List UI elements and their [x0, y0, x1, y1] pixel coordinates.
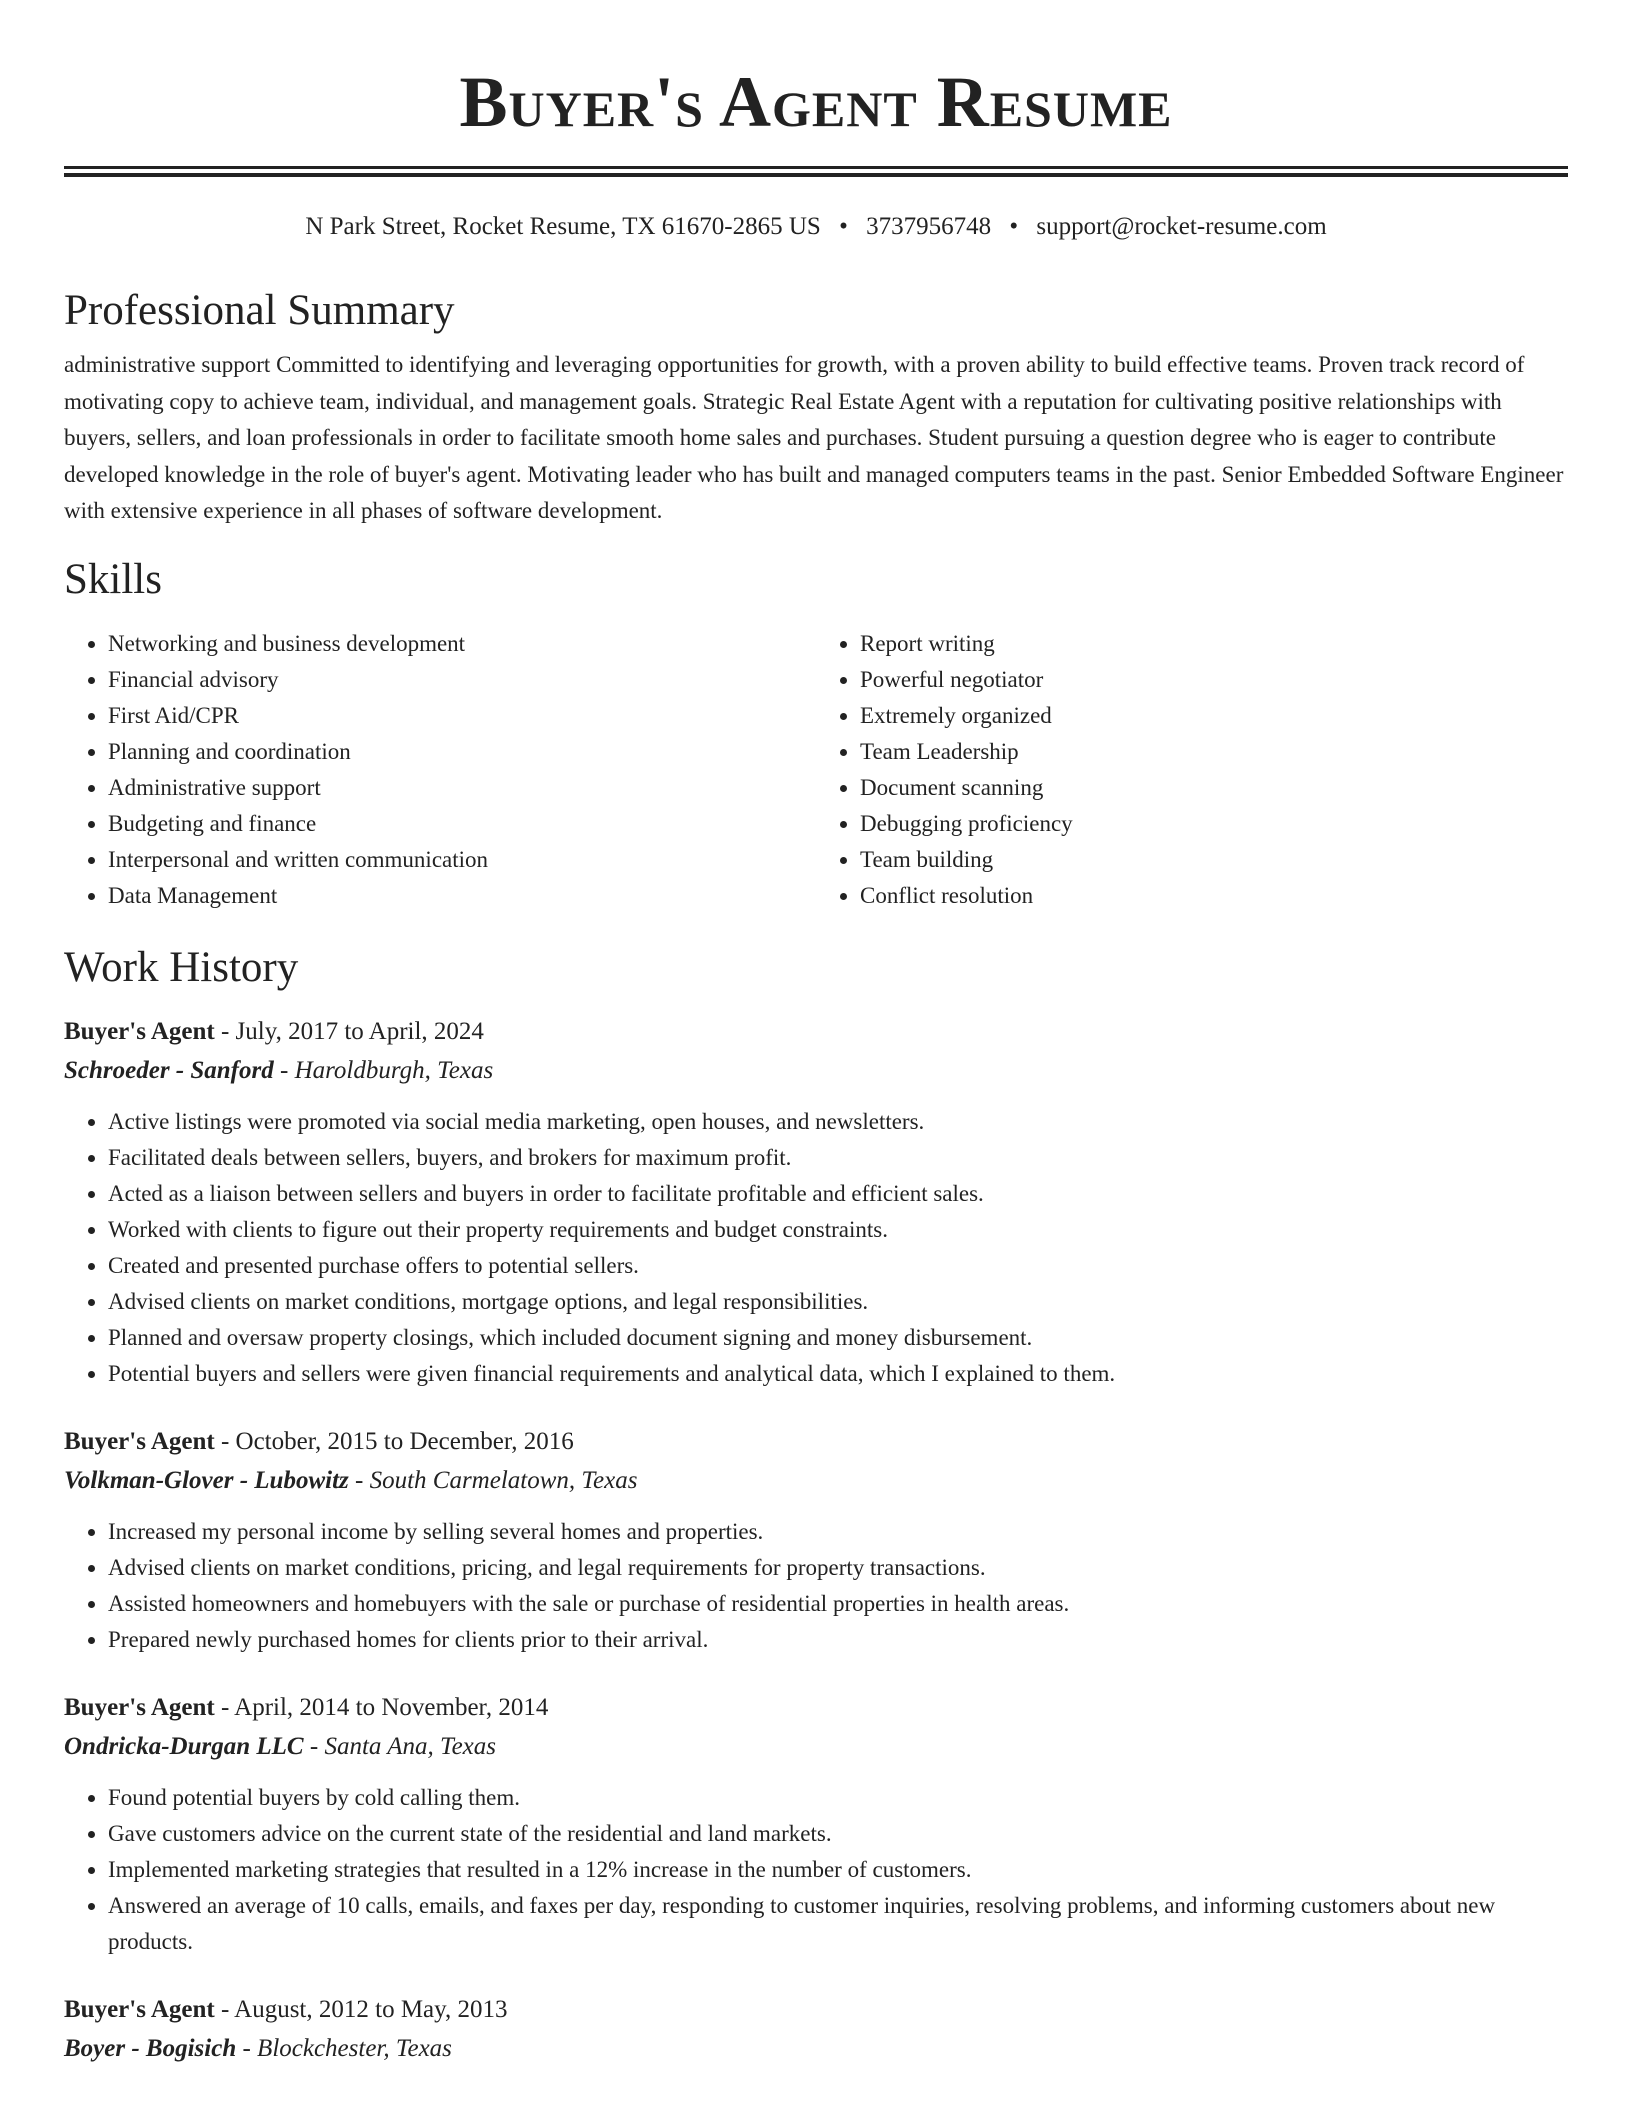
skill-item: • Data Management — [108, 878, 816, 914]
job-bullet: • Found potential buyers by cold calling them. — [108, 1780, 1568, 1816]
skill-item: • Document scanning — [860, 770, 1568, 806]
company-name: Schroeder - Sanford — [64, 1056, 274, 1084]
skills-list-right — [816, 626, 1568, 914]
job-bullet: • Answered an average of 10 calls, emails, and faxes per day, responding to customer inquiries, resolving problems, and informing customers about new products. — [108, 1888, 1568, 1960]
skill-item: • Team Leadership — [860, 734, 1568, 770]
skill-item: • Interpersonal and written communication — [108, 842, 816, 878]
skill-item: • Debugging proficiency — [860, 806, 1568, 842]
job-bullet: • Potential buyers and sellers were given financial requirements and analytical data, which I explained to them. — [108, 1356, 1568, 1392]
skill-item: • Conflict resolution — [860, 878, 1568, 914]
job-bullet: • Increased my personal income by selling several homes and properties. — [108, 1514, 1568, 1550]
job-bullets — [64, 1104, 1568, 1392]
job-bullet: • Created and presented purchase offers to potential sellers. — [108, 1248, 1568, 1284]
company-name: Boyer - Bogisich — [64, 2034, 237, 2062]
summary-text: administrative support Committed to identifying and leveraging opportunities for growth, with a proven ability to build effective teams. Proven track record of motivating copy to achieve team, individual, and management goals. Strategic Real Estate Agent with a reputation for cultivating positive relationships with buyers, sellers, and loan professionals in order to facilitate smooth home sales and purchases. Student pursuing a question degree who is eager to contribute developed knowledge in the role of buyer's agent. Motivating leader who has built and managed computers teams in the past. Senior Embedded Software Engineer with extensive experience in all phases of software development. — [64, 352, 1564, 523]
job-bullet: • Worked with clients to figure out their property requirements and budget constraints. — [108, 1212, 1568, 1248]
job-entry — [64, 1688, 1568, 1960]
job-bullet: • Acted as a liaison between sellers and buyers in order to facilitate profitable and efficient sales. — [108, 1176, 1568, 1212]
job-title-line — [64, 1688, 1568, 1727]
work-history-heading: Work History — [64, 943, 299, 991]
job-entry — [64, 1012, 1568, 1392]
summary-heading: Professional Summary — [64, 287, 455, 334]
job-bullets — [64, 1514, 1568, 1658]
job-entry — [64, 1990, 1568, 2068]
skill-item: • Administrative support — [108, 770, 816, 806]
job-bullet: • Prepared newly purchased homes for clients prior to their arrival. — [108, 1622, 1568, 1658]
skill-item: • Financial advisory — [108, 662, 816, 698]
skill-item: • Team building — [860, 842, 1568, 878]
skills-list-left — [64, 626, 816, 914]
resume-title: Buyer's Agent Resume — [459, 62, 1173, 142]
contact-email: support@rocket-resume.com — [1036, 213, 1327, 240]
job-bullet: • Advised clients on market conditions, mortgage options, and legal responsibilities. — [108, 1284, 1568, 1320]
job-bullet: • Facilitated deals between sellers, buyers, and brokers for maximum profit. — [108, 1140, 1568, 1176]
job-title-line — [64, 1990, 1568, 2029]
job-bullet: • Implemented marketing strategies that resulted in a 12% increase in the number of customers. — [108, 1852, 1568, 1888]
job-bullet: • Gave customers advice on the current state of the residential and land markets. — [108, 1816, 1568, 1852]
skill-item: • Powerful negotiator — [860, 662, 1568, 698]
job-title: Buyer's Agent — [64, 1693, 215, 1721]
company-name: Volkman-Glover - Lubowitz — [64, 1466, 349, 1494]
job-location: - Haroldburgh, Texas — [273, 1056, 494, 1084]
skill-item: • Budgeting and finance — [108, 806, 816, 842]
job-dates: - April, 2014 to November, 2014 — [214, 1693, 549, 1721]
job-dates: - July, 2017 to April, 2024 — [214, 1017, 484, 1045]
company-line — [64, 1727, 1568, 1766]
job-location: - Santa Ana, Texas — [303, 1732, 496, 1760]
job-title: Buyer's Agent — [64, 1017, 215, 1045]
bullet-separator: • — [1009, 213, 1019, 240]
job-title: Buyer's Agent — [64, 1995, 215, 2023]
job-bullets — [64, 1780, 1568, 1960]
job-entry — [64, 1422, 1568, 1658]
contact-address: N Park Street, Rocket Resume, TX 61670-2865 US — [305, 213, 821, 240]
company-line — [64, 1461, 1568, 1500]
skill-item: • Networking and business development — [108, 626, 816, 662]
company-line — [64, 2029, 1568, 2068]
company-line — [64, 1051, 1568, 1090]
skill-item: • Planning and coordination — [108, 734, 816, 770]
skill-item: • Extremely organized — [860, 698, 1568, 734]
contact-line — [64, 211, 1568, 243]
company-name: Ondricka-Durgan LLC — [64, 1732, 304, 1760]
job-title: Buyer's Agent — [64, 1427, 215, 1455]
bullet-separator: • — [839, 213, 848, 240]
job-bullet: • Planned and oversaw property closings, which included document signing and money disbursement. — [108, 1320, 1568, 1356]
job-dates: - October, 2015 to December, 2016 — [214, 1427, 574, 1455]
job-location: - South Carmelatown, Texas — [348, 1466, 638, 1494]
title-double-rule — [64, 166, 1568, 177]
job-title-line — [64, 1012, 1568, 1051]
job-bullet: • Active listings were promoted via social media marketing, open houses, and newsletters. — [108, 1104, 1568, 1140]
job-bullet: • Assisted homeowners and homebuyers with the sale or purchase of residential properties in health areas. — [108, 1586, 1568, 1622]
job-location: - Blockchester, Texas — [236, 2034, 452, 2062]
skills-heading: Skills — [64, 555, 162, 603]
skills-columns — [64, 626, 1568, 914]
job-dates: - August, 2012 to May, 2013 — [214, 1995, 508, 2023]
job-bullet: • Advised clients on market conditions, pricing, and legal requirements for property transactions. — [108, 1550, 1568, 1586]
skill-item: • First Aid/CPR — [108, 698, 816, 734]
contact-phone: 3737956748 — [866, 213, 992, 240]
job-title-line — [64, 1422, 1568, 1461]
skill-item: • Report writing — [860, 626, 1568, 662]
